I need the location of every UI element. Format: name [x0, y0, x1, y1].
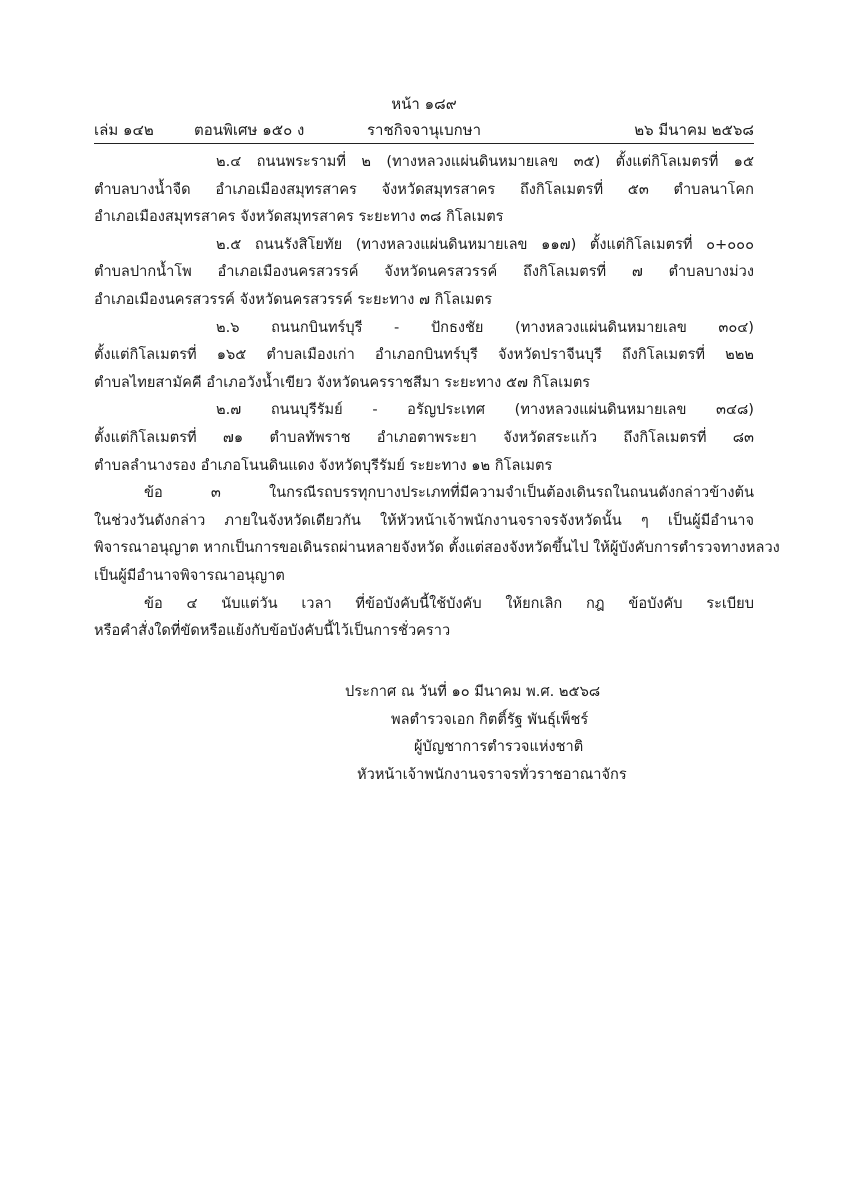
text-line: ข้อ ๓ ในกรณีรถบรรทุกบางประเภทที่มีความจำเป็นต้องเดินรถในถนนดังกล่าวข้างต้น [144, 484, 754, 502]
text-line: อำเภอเมืองสมุทรสาคร จังหวัดสมุทรสาคร ระยะทาง ๓๘ กิโลเมตร [94, 208, 504, 226]
gazette-title: ราชกิจจานุเบกษา [366, 121, 482, 139]
signatory-position: ผู้บัญชาการตำรวจแห่งชาติ [414, 738, 584, 756]
text-line: เป็นผู้มีอำนาจพิจารณาอนุญาต [94, 566, 285, 584]
clause-3 [94, 479, 780, 589]
text-line: ในช่วงวันดังกล่าว ภายในจังหวัดเดียวกัน ให้หัวหน้าเจ้าพนักงานจราจรจังหวัดนั้น ๆ เป็นผู้มีอำนาจ [94, 511, 754, 529]
text-line: ตั้งแต่กิโลเมตรที่ ๗๑ ตำบลทัพราช อำเภอตาพระยา จังหวัดสระแก้ว ถึงกิโลเมตรที่ ๘๓ [94, 428, 754, 446]
text-line: ข้อ ๔ นับแต่วัน เวลา ที่ข้อบังคับนี้ใช้บังคับ ให้ยกเลิก กฎ ข้อบังคับ ระเบียบ [144, 594, 754, 612]
paragraph-2-7 [94, 396, 754, 479]
text-line: ตำบลบางน้ำจืด อำเภอเมืองสมุทรสาคร จังหวัดสมุทรสาคร ถึงกิโลเมตรที่ ๕๓ ตำบลนาโคก [94, 180, 754, 198]
page-number: หน้า ๑๘๙ [391, 95, 457, 113]
text-line: หรือคำสั่งใดที่ขัดหรือแย้งกับข้อบังคับนี้ไว้เป็นการชั่วคราว [94, 622, 451, 640]
text-line: ๒.๔ ถนนพระรามที่ ๒ (ทางหลวงแผ่นดินหมายเลข ๓๕) ตั้งแต่กิโลเมตรที่ ๑๕ [216, 153, 754, 170]
gazette-header [94, 118, 754, 142]
signature-block [0, 678, 848, 788]
volume-number: เล่ม ๑๔๒ [94, 121, 154, 139]
announcement-date: ประกาศ ณ วันที่ ๑๐ มีนาคม พ.ศ. ๒๕๖๘ [345, 683, 601, 700]
signatory-name: พลตำรวจเอก กิตติ์รัฐ พันธุ์เพ็ชร์ [391, 710, 589, 728]
text-line: ๒.๖ ถนนกบินทร์บุรี - ปักธงชัย (ทางหลวงแผ่นดินหมายเลข ๓๐๔) [216, 318, 754, 336]
signatory-position-secondary: หัวหน้าเจ้าพนักงานจราจรทั่วราชอาณาจักร [357, 765, 627, 783]
text-line: ๒.๕ ถนนรังสิโยทัย (ทางหลวงแผ่นดินหมายเลข ๑๑๗) ตั้งแต่กิโลเมตรที่ ๐+๐๐๐ [216, 235, 754, 253]
paragraph-2-4 [94, 148, 754, 231]
text-line: ตั้งแต่กิโลเมตรที่ ๑๖๕ ตำบลเมืองเก่า อำเภอกบินทร์บุรี จังหวัดปราจีนบุรี ถึงกิโลเมตรที่ ๒๒๒ [94, 346, 754, 364]
text-line: ๒.๗ ถนนบุรีรัมย์ - อรัญประเทศ (ทางหลวงแผ่นดินหมายเลข ๓๔๘) [216, 401, 754, 419]
paragraph-2-6 [94, 314, 754, 397]
text-line: อำเภอเมืองนครสวรรค์ จังหวัดนครสวรรค์ ระยะทาง ๗ กิโลเมตร [94, 290, 493, 308]
text-line: ตำบลปากน้ำโพ อำเภอเมืองนครสวรรค์ จังหวัดนครสวรรค์ ถึงกิโลเมตรที่ ๗ ตำบลบางม่วง [94, 263, 754, 281]
clause-4 [94, 590, 754, 645]
header-divider [94, 143, 754, 144]
document-body [94, 148, 780, 645]
text-line: พิจารณาอนุญาต หากเป็นการขอเดินรถผ่านหลายจังหวัด ตั้งแต่สองจังหวัดขึ้นไป ให้ผู้บังคับการตำรวจทางหลวง [94, 539, 780, 557]
text-line: ตำบลลำนางรอง อำเภอโนนดินแดง จังหวัดบุรีรัมย์ ระยะทาง ๑๒ กิโลเมตร [94, 456, 553, 474]
issue-number: ตอนพิเศษ ๑๕๐ ง [194, 121, 305, 139]
publication-date: ๒๖ มีนาคม ๒๕๖๘ [634, 121, 754, 139]
paragraph-2-5 [94, 231, 754, 314]
text-line: ตำบลไทยสามัคคี อำเภอวังน้ำเขียว จังหวัดนครราชสีมา ระยะทาง ๕๗ กิโลเมตร [94, 373, 591, 391]
